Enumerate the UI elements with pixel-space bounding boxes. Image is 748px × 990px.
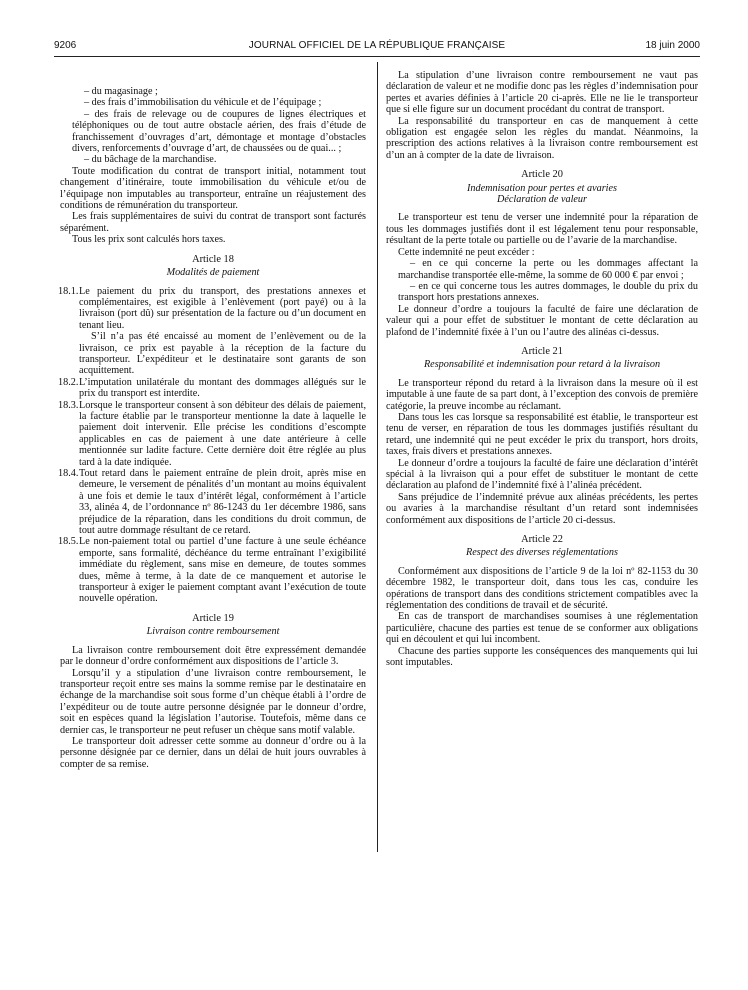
paragraph: Chacune des parties supporte les conséquences des manquements qui lui sont imputables. [386,645,698,669]
article-19-heading: Article 19 [192,612,234,624]
paragraph: La livraison contre remboursement doit être expressément demandée par le donneur d’ordre conformément aux dispositions de l’article 3. [60,644,366,668]
paragraph: La responsabilité du transporteur en cas de manquement à cette obligation est engagée selon les règles du mandat. Néanmoins, la prescription des actions relatives à la livraison contre remboursement est d’un an à compter de la date de livraison. [386,115,698,161]
clause-18-4 [60,468,366,536]
article-18-title: Modalités de paiement [166,267,260,279]
paragraph: En cas de transport de marchandises soumises à une réglementation particulière, chacune des parties est tenue de se conformer aux obligations qui en découlent et qui lui incombent. [386,611,698,646]
clause-text: L’imputation unilatérale du montant des dommages allégués sur le prix du transport est interdite. [79,376,366,400]
paragraph: Lorsqu’il y a stipulation d’une livraison contre remboursement, le transporteur reçoit entre ses mains la somme remise par le destinataire en échange de la marchandise soit sous forme d’un chèque établi à l’ordre de l’expéditeur ou de toute autre personne désignée par le donneur d’ordre, soit en espèces quand la législation l’autorise. Toutefois, même dans ce dernier cas, le transporteur ne peut refuser un chèque sans motif valable. [60,667,366,736]
article-21-heading: Article 21 [521,345,563,357]
paragraph: Tous les prix sont calculés hors taxes. [72,234,226,246]
article-20-heading: Article 20 [521,169,563,181]
paragraph: Le transporteur doit adresser cette somme au donneur d’ordre ou à la personne désignée par ce dernier, dans un délai de huit jours ouvrables à compter de sa remise. [60,735,366,770]
page-number: 9206 [54,40,77,51]
clause-continuation: S’il n’a pas été encaissé au moment de l’enlèvement ou de la livraison, ce prix est payable à la réception de la facture du transporteur. L’expéditeur et le destinataire sont garants de son acquittement. [79,331,366,377]
list-item: – en ce qui concerne tous les autres dommages, le double du prix du transport hors prestations annexes. [398,280,698,304]
article-22-heading: Article 22 [521,534,563,546]
clause-label: 18.3. [58,399,79,411]
clause-label: 18.1. [58,285,79,297]
paragraph: Le transporteur est tenu de verser une indemnité pour la réparation de tous les dommages justifiés dont il est légalement tenu pour responsable, résultant de la perte totale ou partielle ou de l’avarie de la marchandise. [386,212,698,247]
list-item: – des frais d’immobilisation du véhicule et de l’équipage ; [84,97,322,109]
right-column [386,70,698,669]
paragraph: Le transporteur répond du retard à la livraison dans la mesure où il est imputable à une faute de sa part dont, à l’exception des convois de première catégorie, la preuve incombe au réclamant. [386,377,698,412]
clause-text: Le non-paiement total ou partiel d’une facture à une seule échéance emporte, sans formalité, déchéance du terme entraînant l’exigibilité immédiate du règlement, sans mise en demeure, de toutes sommes dues, même à terme, à la date de ce manquement et autorise le transporteur à exiger le paiement comptant avant l’exécution de toute nouvelle opération. [79,536,366,605]
clause-18-2 [60,377,366,400]
paragraph: La stipulation d’une livraison contre remboursement ne vaut pas déclaration de valeur et ne modifie donc pas les règles d’indemnisation pour pertes et avaries définies à l’article 20 ci-après. Elle ne lie le transporteur que si elle figure sur un document procédant du contrat de transport. [386,70,698,116]
journal-title: JOURNAL OFFICIEL DE LA RÉPUBLIQUE FRANÇAISE [248,40,506,51]
list-item: – en ce qui concerne la perte ou les dommages affectant la marchandise transportée elle-même, la somme de 60 000 € par envoi ; [398,258,698,281]
list-item: – du magasinage ; [84,86,158,97]
article-20-title-line-1: Indemnisation pour pertes et avaries [467,182,617,194]
list-item: – du bâchage de la marchandise. [84,154,217,166]
clause-text: Tout retard dans le paiement entraîne de plein droit, après mise en demeure, le versement de pénalités d’un montant au moins équivalent à une fois et demie le taux d’intérêt légal, conformément à l’article 33, alinéa 4, de l’ordonnance nº 86-1243 du 1er décembre 1986, sans préjudice de la réparation, dans les conditions du droit commun, de tout autre dommage résultant de ce retard. [79,468,366,537]
clause-18-1 [60,286,366,377]
article-20-title-line-2: Déclaration de valeur [497,194,587,206]
paragraph: Le donneur d’ordre a toujours la faculté de faire une déclaration d’intérêt spécial à la livraison qui a pour effet de substituer le montant de cette déclaration au plafond de l’indemnité fixé à l’alinéa précédent. [386,457,698,492]
paragraph: Conformément aux dispositions de l’article 9 de la loi nº 82-1153 du 30 décembre 1982, le transporteur doit, dans tous les cas, conduire les opérations de transport dans des conditions strictement compatibles avec la réglementation des conditions de travail et de sécurité. [386,565,698,612]
clause-18-5 [60,536,366,604]
article-18-heading: Article 18 [192,253,234,265]
paragraph: Sans préjudice de l’indemnité prévue aux alinéas précédents, les pertes ou avaries à la marchandise résultant d’un retard sont indemnisées conformément aux dispositions de l’article 20 ci-dessus. [386,491,698,526]
article-20-title [386,183,698,206]
page-header [54,40,700,56]
list-item: – des frais de relevage ou de coupures de lignes électriques et téléphoniques ou de tout autre obstacle aérien, des frais d’étude de franchissement d’ouvrages d’art, démontage et montage d’obstacles divers, renforcements d’ouvrage d’art, de chaussées ou de quai... ; [72,108,366,155]
clause-18-3 [60,400,366,468]
clause-text: Le paiement du prix du transport, des prestations annexes et complémentaires, est exigible à l’enlèvement (port payé) ou à la livraison (port dû) sur présentation de la facture ou d’un document en tenant lieu. [79,285,366,331]
clause-label: 18.4. [58,468,79,479]
left-column [60,86,366,770]
clause-label: 18.5. [58,536,79,548]
article-21-title: Responsabilité et indemnisation pour retard à la livraison [423,359,661,371]
paragraph: Le donneur d’ordre a toujours la faculté de faire une déclaration de valeur qui a pour effet de substituer le montant de cette déclaration au plafond de l’indemnité fixée à l’un ou l’autre des alinéas ci-dessus. [386,303,698,338]
paragraph: Cette indemnité ne peut excéder : [398,246,535,258]
paragraph: Les frais supplémentaires de suivi du contrat de transport sont facturés séparément. [60,211,366,234]
clause-text: Lorsque le transporteur consent à son débiteur des délais de paiement, la facture établie par le transporteur mentionne la date à laquelle le paiement doit intervenir. Elle précise les conditions d’escompte applicables en cas de paiement à une date antérieure à celle mentionnée sur ladite facture. Cette dernière doit être réglée au plus tard à la date indiquée. [79,399,366,468]
publication-date: 18 juin 2000 [645,40,700,51]
paragraph: Dans tous les cas lorsque sa responsabilité est établie, le transporteur est tenu de verser, en réparation de tous les dommages justifiés résultant du retard, une indemnité qui ne peut excéder le prix du transport, hors droits, taxes, frais divers et prestations annexes. [386,411,698,458]
article-19-title: Livraison contre remboursement [146,626,280,638]
header-rule [54,56,700,57]
article-22-title: Respect des diverses réglementations [466,547,618,559]
clause-label: 18.2. [58,376,79,388]
paragraph: Toute modification du contrat de transport initial, notamment tout changement d’itinéraire, toute immobilisation du véhicule et/ou de l’équipage non imputables au transporteur, entraîne un réajustement des conditions de rémunération du transporteur. [60,165,366,212]
column-divider [377,62,378,852]
